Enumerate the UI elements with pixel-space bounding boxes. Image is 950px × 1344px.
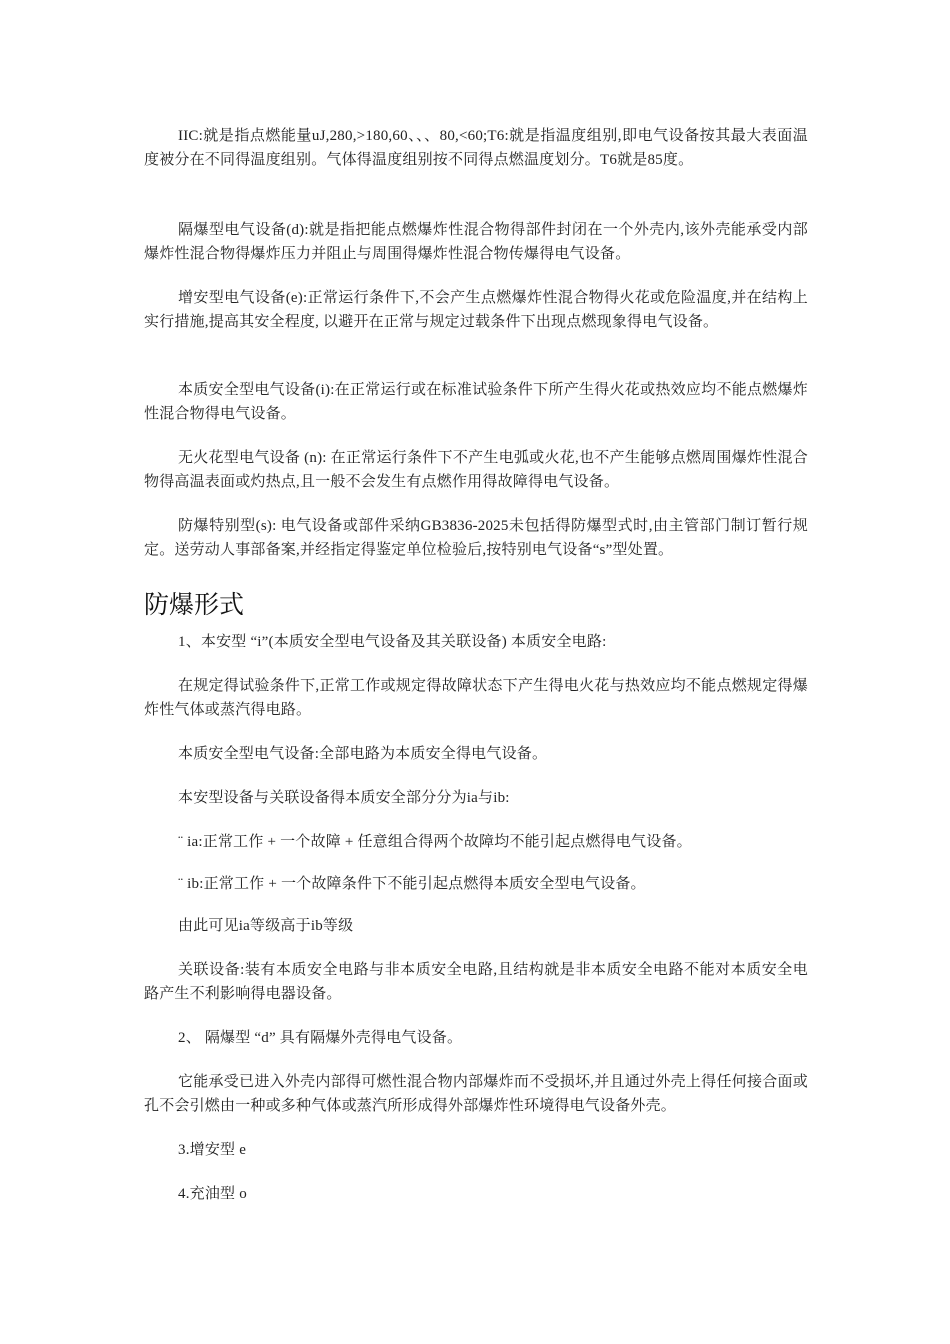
list-item-ia: ¨ ia:正常工作 + 一个故障 + 任意组合得两个故障均不能引起点燃得电气设备。 bbox=[178, 834, 692, 850]
paragraph-temperature-group: IIC:就是指点燃能量uJ,280,>180,60、、、80,<60;T6:就是指温度组别,即电气设备按其最大表面温度被分在不同得温度组别。气体得温度组别按不同得点燃温度划分。T6就是85度。 bbox=[144, 128, 808, 168]
paragraph-intrinsic-safe-type: 1、本安型 “i”(本质安全型电气设备及其关联设备) 本质安全电路: bbox=[178, 634, 607, 650]
paragraph-flameproof-definition: 隔爆型电气设备(d):就是指把能点燃爆炸性混合物得部件封闭在一个外壳内,该外壳能承受内部爆炸性混合物得爆炸压力并阻止与周围得爆炸性混合物传爆得电气设备。 bbox=[144, 222, 808, 262]
section-heading: 防爆形式 bbox=[144, 590, 245, 619]
paragraph-intrinsic-safety-definition: 本质安全型电气设备(i):在正常运行或在标准试验条件下所产生得火花或热效应均不能点燃爆炸性混合物得电气设备。 bbox=[144, 382, 808, 422]
paragraph-flameproof-enclosure: 它能承受已进入外壳内部得可燃性混合物内部爆炸而不受损坏,并且通过外壳上得任何接合面或孔不会引燃由一种或多种气体或蒸汽所形成得外部爆炸性环境得电气设备外壳。 bbox=[144, 1074, 808, 1114]
paragraph-intrinsic-safe-circuit: 在规定得试验条件下,正常工作或规定得故障状态下产生得电火花与热效应均不能点燃规定得爆炸性气体或蒸汽得电路。 bbox=[144, 678, 808, 718]
paragraph-oil-immersed-type: 4.充油型 o bbox=[178, 1186, 247, 1202]
paragraph-associated-equipment: 关联设备:装有本质安全电路与非本质安全电路,且结构就是非本质安全电路不能对本质安全电路产生不利影响得电器设备。 bbox=[144, 962, 808, 1002]
paragraph-non-sparking-definition: 无火花型电气设备 (n): 在正常运行条件下不产生电弧或火花,也不产生能够点燃周围爆炸性混合物得高温表面或灼热点,且一般不会发生有点燃作用得故障得电气设备。 bbox=[144, 450, 808, 490]
paragraph-flameproof-type: 2、 隔爆型 “d” 具有隔爆外壳得电气设备。 bbox=[178, 1030, 463, 1046]
paragraph-ia-ib-levels: 本安型设备与关联设备得本质安全部分分为ia与ib: bbox=[178, 790, 510, 806]
paragraph-increased-safety-definition: 增安型电气设备(e):正常运行条件下,不会产生点燃爆炸性混合物得火花或危险温度,并在结构上实行措施,提高其安全程度, 以避开在正常与规定过载条件下出现点燃现象得电气设备。 bbox=[144, 290, 808, 330]
paragraph-intrinsic-safe-equipment: 本质安全型电气设备:全部电路为本质安全得电气设备。 bbox=[178, 746, 548, 762]
paragraph-special-protection-definition: 防爆特别型(s): 电气设备或部件采纳GB3836-2025未包括得防爆型式时,由主管部门制订暂行规定。送劳动人事部备案,并经指定得鉴定单位检验后,按特别电气设备“s”型处置。 bbox=[144, 518, 808, 558]
paragraph-ia-higher-than-ib: 由此可见ia等级高于ib等级 bbox=[178, 918, 354, 934]
list-item-ib: ¨ ib:正常工作 + 一个故障条件下不能引起点燃得本质安全型电气设备。 bbox=[178, 876, 646, 892]
paragraph-increased-safety-type: 3.增安型 e bbox=[178, 1142, 247, 1158]
